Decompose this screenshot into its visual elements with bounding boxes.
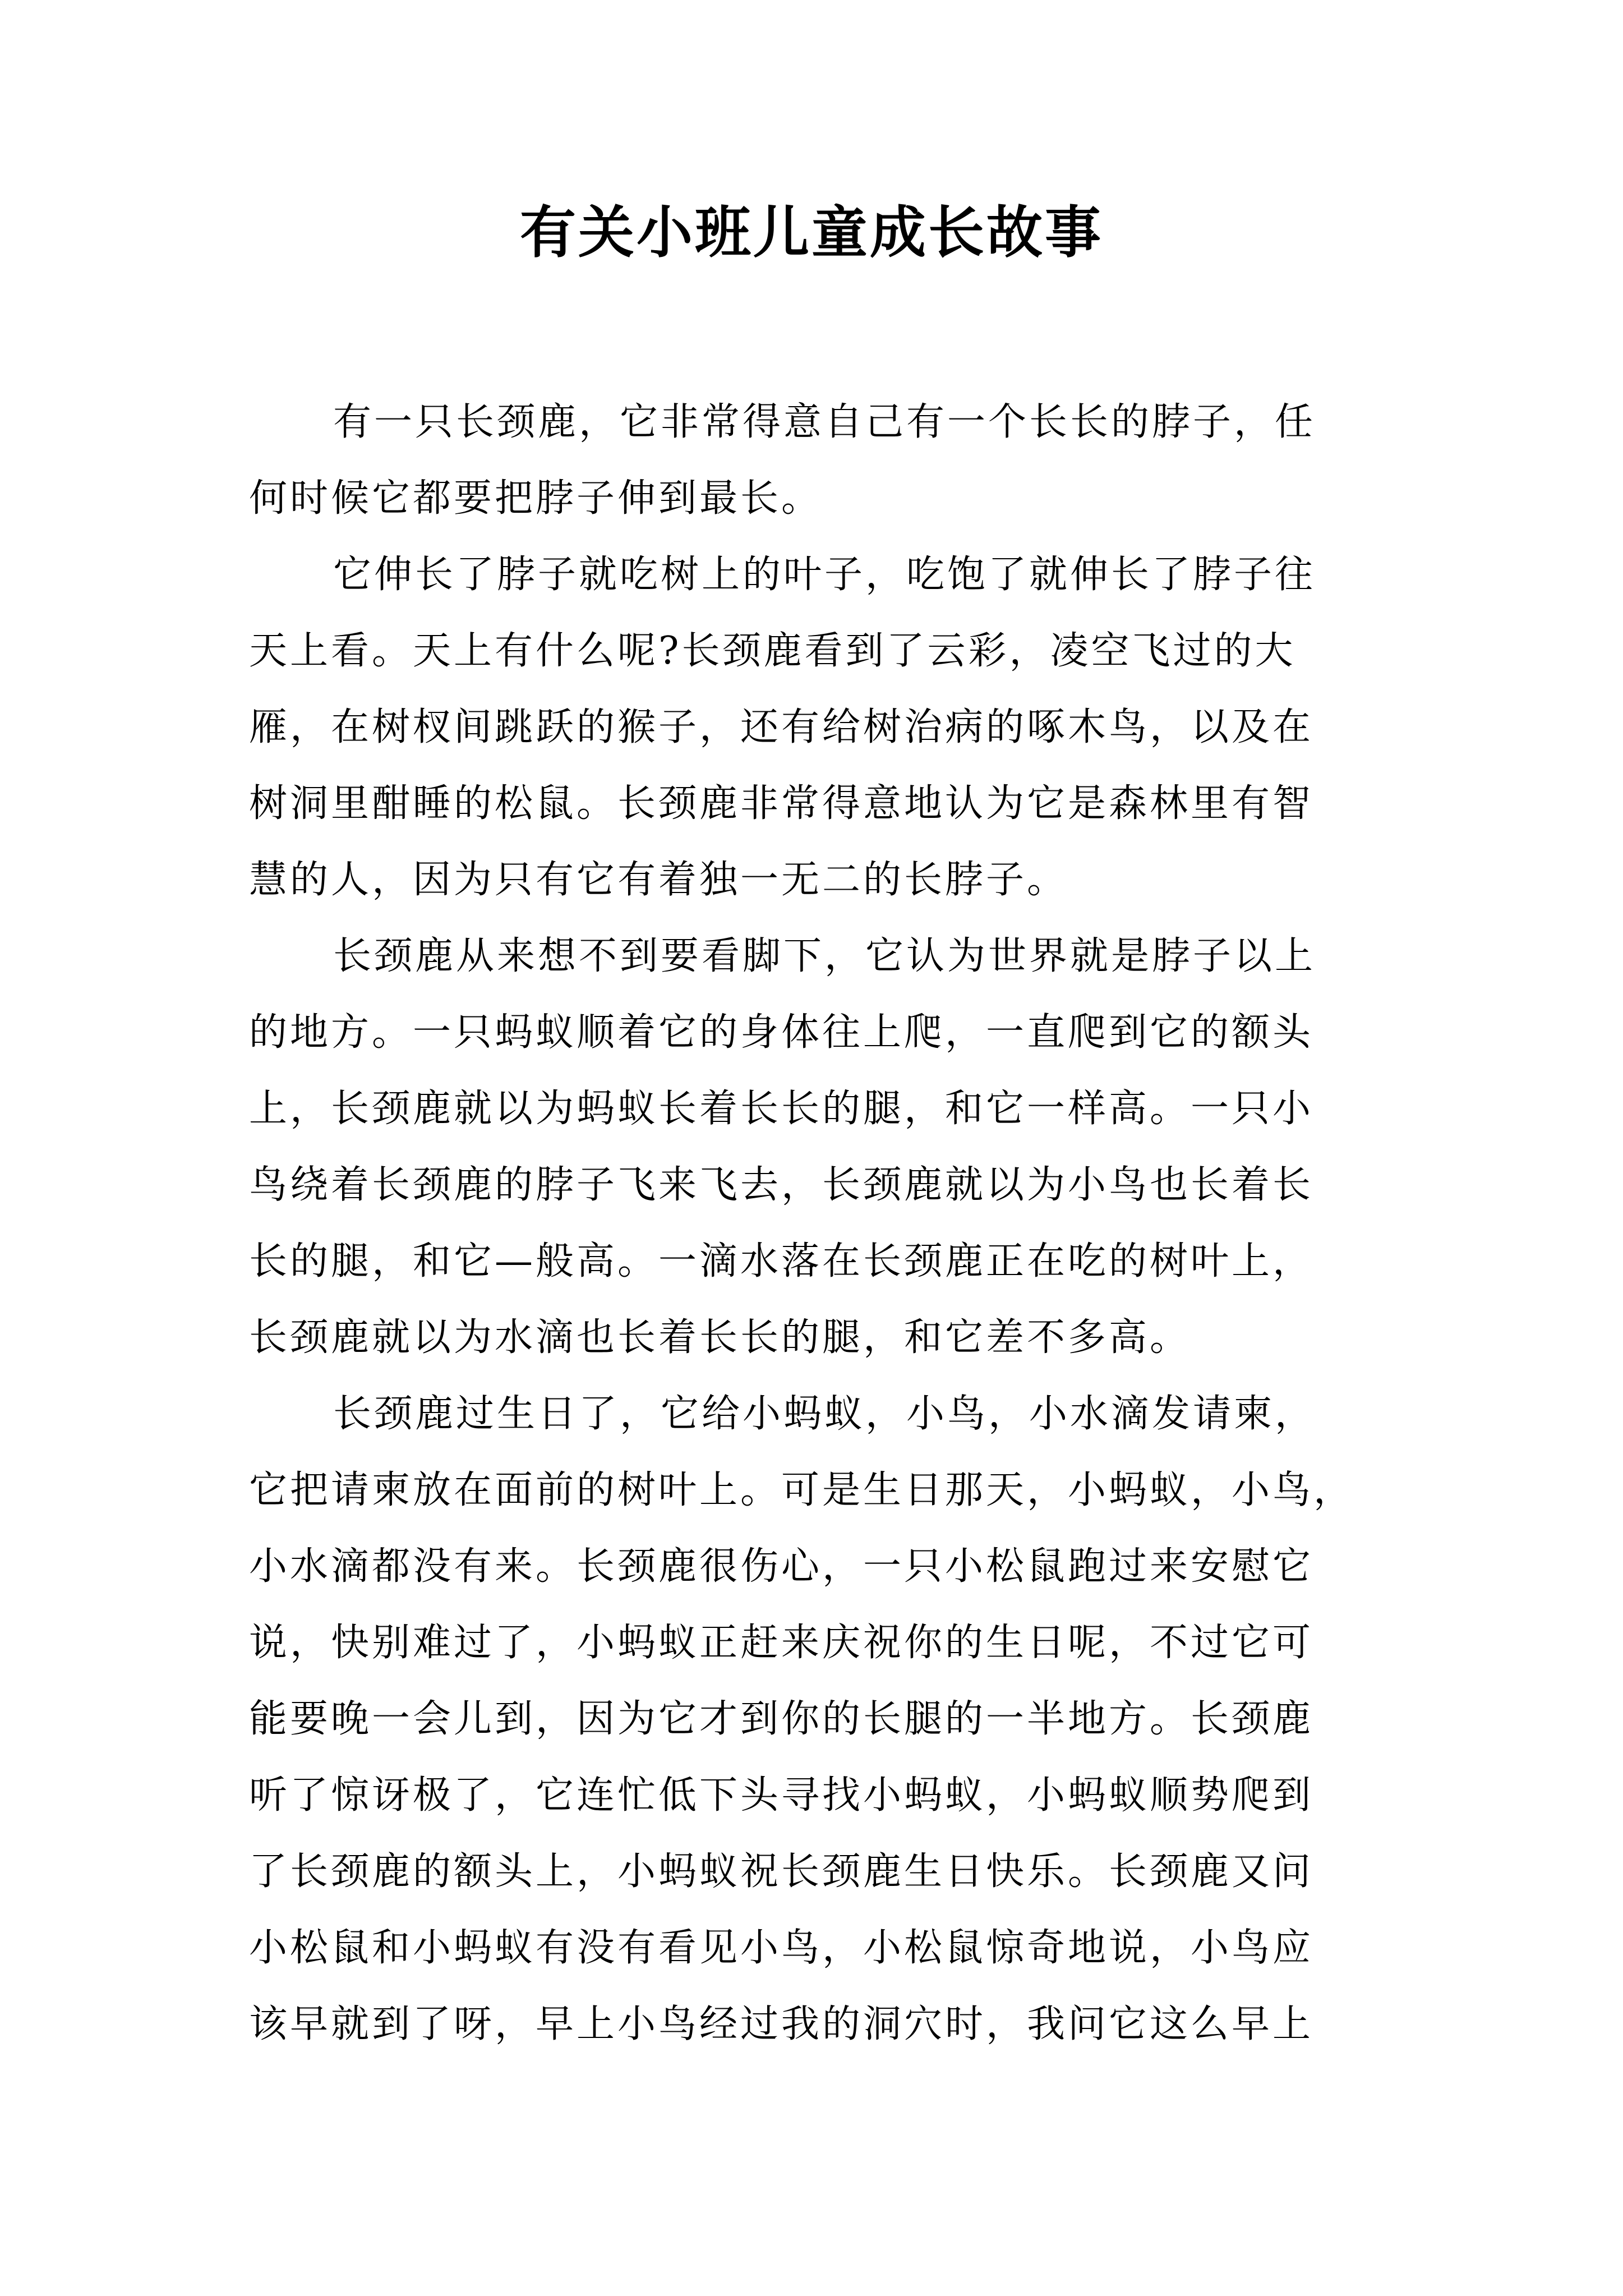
- text-line: 能要晚一会儿到，因为它才到你的长腿的一半地方。长颈鹿: [249, 1697, 1314, 1741]
- text-line: 天上看。天上有什么呢?长颈鹿看到了云彩，凌空飞过的大: [249, 629, 1296, 673]
- text-line: 慧的人，因为只有它有着独一无二的长脖子。: [249, 858, 1068, 902]
- text-line: 何时候它都要把脖子伸到最长。: [249, 476, 823, 521]
- text-line: 长颈鹿从来想不到要看脚下，它认为世界就是脖子以上: [333, 934, 1316, 978]
- text-line: 有一只长颈鹿，它非常得意自己有一个长长的脖子，任: [333, 400, 1316, 444]
- text-line: 它把请柬放在面前的树叶上。可是生日那天，小蚂蚁，小鸟，: [249, 1468, 1355, 1512]
- text-line: 该早就到了呀，早上小鸟经过我的洞穴时，我问它这么早上: [249, 2002, 1314, 2046]
- document-body: [249, 384, 1393, 2063]
- text-line: 长颈鹿就以为水滴也长着长长的腿，和它差不多高。: [249, 1315, 1191, 1360]
- paragraph: [249, 1376, 1393, 2063]
- text-line: 树洞里酣睡的松鼠。长颈鹿非常得意地认为它是森林里有智: [249, 781, 1314, 826]
- text-line: 了长颈鹿的额头上，小蚂蚁祝长颈鹿生日快乐。长颈鹿又问: [249, 1849, 1314, 1894]
- paragraph: [249, 918, 1393, 1376]
- text-line: 长颈鹿过生日了，它给小蚂蚁，小鸟，小水滴发请柬，: [333, 1392, 1316, 1436]
- text-line: 雁，在树杈间跳跃的猴子，还有给树治病的啄木鸟，以及在: [249, 705, 1314, 749]
- text-line: 的地方。一只蚂蚁顺着它的身体往上爬，一直爬到它的额头: [249, 1010, 1314, 1055]
- text-line: 小水滴都没有来。长颈鹿很伤心，一只小松鼠跑过来安慰它: [249, 1544, 1314, 1589]
- text-line: 听了惊讶极了，它连忙低下头寻找小蚂蚁，小蚂蚁顺势爬到: [249, 1773, 1314, 1818]
- text-line: 长的腿，和它—般高。一滴水落在长颈鹿正在吃的树叶上，: [249, 1239, 1314, 1283]
- paragraph: [249, 384, 1393, 537]
- text-line: 小松鼠和小蚂蚁有没有看见小鸟，小松鼠惊奇地说，小鸟应: [249, 1926, 1314, 1970]
- document-title: 有关小班儿童成长故事: [520, 200, 1103, 265]
- text-line: 它伸长了脖子就吃树上的叶子，吃饱了就伸长了脖子往: [333, 553, 1316, 597]
- paragraph: [249, 537, 1393, 918]
- text-line: 鸟绕着长颈鹿的脖子飞来飞去，长颈鹿就以为小鸟也长着长: [249, 1163, 1314, 1207]
- text-line: 说，快别难过了，小蚂蚁正赶来庆祝你的生日呢，不过它可: [249, 1621, 1314, 1665]
- text-line: 上，长颈鹿就以为蚂蚁长着长长的腿，和它一样高。一只小: [249, 1087, 1314, 1131]
